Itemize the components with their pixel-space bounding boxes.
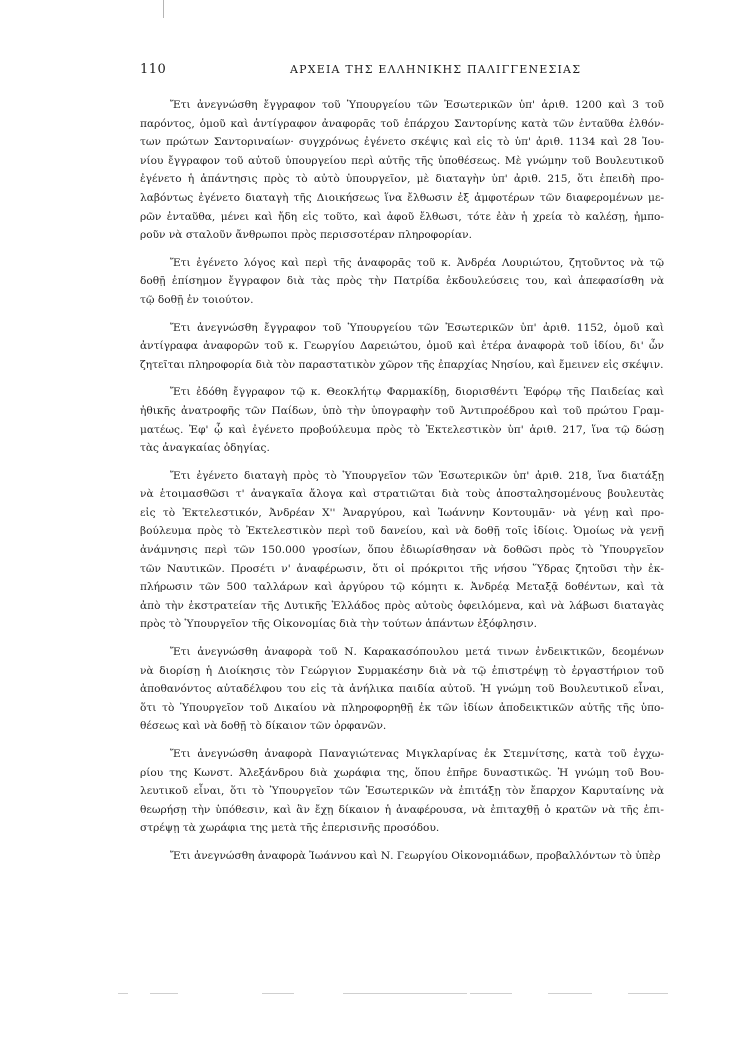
footer-rule [628,993,668,994]
text-line: ἀνάμνησις περὶ τῶν 150.000 γροσίων, ὅπου ἐδιωρίσθησαν νὰ δοθῶσι πρὸς τὸ Ὑπουργεῖον [140,544,664,557]
text-line: λευτικοῦ εἶναι, ὅτι τὸ Ὑπουργεῖον τῶν Ἐσωτερικῶν νὰ ἐπιτάξῃ τὸν ἔπαρχον Καρυταίνης νὰ [140,785,664,798]
text-line: ἀπὸ τὴν ἐκστρατείαν τῆς Δυτικῆς Ἑλλάδος πρὸς αὐτοὺς ὀφειλόμενα, καὶ νὰ λάβωσι διαταγὰς [140,599,664,612]
text-line: ἠθικῆς ἀνατροφῆς τῶν Παίδων, ὑπὸ τὴν ὑπογραφὴν τοῦ Ἀντιπροέδρου καὶ τοῦ πρώτου Γραμ- [140,404,664,417]
text-line: δοθῇ ἐπίσημον ἔγγραφον διὰ τὰς πρὸς τὴν Πατρίδα ἐκδουλεύσεις του, καὶ ἀπεφασίσθη νὰ [140,275,664,288]
paragraph [140,643,664,736]
text-line: λαβόντως ἐγένετο διαταγὴ τῆς Διοικήσεως ἵνα ἔλθωσιν ἐξ ἀμφοτέρων τῶν διαφερομένων με- [140,191,664,204]
page-number: 110 [140,62,167,77]
text-line: νίου ἔγγραφον τοῦ αὐτοῦ ὑπουργείου περὶ αὐτῆς τῆς ὑποθέσεως. Μὲ γνώμην τοῦ Βουλευτικοῦ [140,154,664,167]
running-title: ΑΡΧΕΙΑ ΤΗΣ ΕΛΛΗΝΙΚΗΣ ΠΑΛΙΓΓΕΝΕΣΙΑΣ [290,63,582,76]
footer-rule [262,993,294,994]
text-line: ὅτι τὸ Ὑπουργεῖον τοῦ Δικαίου νὰ πληροφορηθῇ ἐκ τῶν ἰδίων ἀποδεικτικῶν αὐτῆς τῆς ὑπο- [140,701,664,714]
text-line: ἐγένετο ἡ ἀπάντησις πρὸς τὸ αὐτὸ ὑπουργεῖον, μὲ διαταγὴν ὑπ' ἀριθ. 215, ὅτι ἐπειδὴ προ- [140,173,664,186]
text-line: ἀντίγραφα ἀναφορῶν τοῦ κ. Γεωργίου Δαρειώτου, ὁμοῦ καὶ ἑτέρα ἀναφορὰ τοῦ ἰδίου, δι' ὧν [140,340,664,353]
text-line: βούλευμα πρὸς τὸ Ἐκτελεστικὸν περὶ τοῦ δανείου, καὶ νὰ δοθῇ τοῖς ἰδίοις. Ὁμοίως νὰ γενῇ [140,525,664,538]
paragraph [140,847,664,866]
text-line: τῷ δοθῇ ἐν τοιούτον. [140,293,254,306]
body-text [140,96,664,866]
text-line: Ἔτι ἐγένετο λόγος καὶ περὶ τῆς ἀναφορᾶς τοῦ κ. Ἀνδρέα Λουριώτου, ζητοῦντος νὰ τῷ [170,256,664,269]
footer-rule [118,993,128,994]
text-line: ἀποθανόντος αὐταδέλφου του εἰς τὰ ἀνήλικα παιδία αὐτοῦ. Ἡ γνώμη τοῦ Βουλευτικοῦ εἶναι, [140,683,664,696]
text-line: Ἔτι ἀνεγνώσθη ἔγγραφον τοῦ Ὑπουργείου τῶν Ἐσωτερικῶν ὑπ' ἀριθ. 1200 καὶ 3 τοῦ [170,99,664,111]
footer-rule [548,993,592,994]
text-line: ζητεῖται πληροφορία διὰ τὸν παραστατικὸν χῶρον τῆς ἐπαρχίας Νησίου, καὶ ἔμεινεν εἰς σκέψιν. [140,358,664,371]
text-line: στρέψῃ τὰ χωράφια της μετὰ τῆς ἐπερισινῆς προσόδου. [140,822,440,835]
text-line: των πρώτων Σαντοριναίων· συγχρόνως ἐγένετο σκέψις καὶ εἰς τὸ ὑπ' ἀριθ. 1134 καὶ 28 Ἰου- [140,136,664,149]
paragraph [140,254,664,310]
text-line: τὰς ἀναγκαίας ὁδηγίας. [140,442,270,455]
text-line: τῶν Ναυτικῶν. Προσέτι ν' ἀναφέρωσιν, ὅτι οἱ πρόκριτοι τῆς νήσου Ὕδρας ζητοῦσι τὴν ἐκ- [140,562,664,575]
text-line: πρὸς τὸ Ὑπουργεῖον τῆς Οἰκονομίας διὰ τὴν τούτων ἁπάντων ἐξόφλησιν. [140,618,537,631]
text-line: παρόντος, ὁμοῦ καὶ ἀντίγραφον ἀναφορᾶς τοῦ ἐπάρχου Σαντορίνης κατὰ τῶν ἐνταῦθα ἐλθόν- [140,117,664,130]
text-line: ματέως. Ἐφ' ᾧ καὶ ἐγένετο προβούλευμα πρὸς τὸ Ἐκτελεστικὸν ὑπ' ἀριθ. 217, ἵνα τῷ δώσῃ [140,423,664,436]
text-line: θέσεως καὶ νὰ δοθῇ τὸ δίκαιον τῶν ὀρφανῶν. [140,720,387,733]
footer-rule [470,993,512,994]
text-line: εἰς τὸ Ἐκτελεστικόν, Ἀνδρέαν Χ'' Ἀναργύρου, καὶ Ἰωάννην Κοντουμᾶν· νὰ γένῃ καὶ προ- [140,506,664,519]
text-line: Ἔτι ἀνεγνώσθη ἀναφορὰ τοῦ Ν. Καρακασόπουλου μετά τινων ἐνδεικτικῶν, δεομένων [170,646,664,659]
text-line: πλήρωσιν τῶν 500 ταλλάρων καὶ ἀργύρου τῷ κόμητι κ. Ἀνδρέᾳ Μεταξᾷ δοθέντων, καὶ τὰ [140,581,664,594]
paragraph [140,319,664,375]
text-line: νὰ διορίσῃ ἡ Διοίκησις τὸν Γεώργιον Συρμακέσην διὰ νὰ τῷ ἐπιστρέψῃ τὸ ἐργαστήριον τοῦ [140,664,664,677]
scan-edge-mark [163,0,164,18]
footer-rule [343,993,467,994]
page-header [140,62,664,82]
text-line: ρῶν ἐνταῦθα, μένει καὶ ἤδη εἰς τοῦτο, καὶ ἀφοῦ ἔλθωσι, τότε ἐὰν ἡ χρεία τὸ καλέσῃ, ἠμπο- [140,210,664,223]
paragraph [140,745,664,838]
text-line: Ἔτι ἀνεγνώσθη ἔγγραφον τοῦ Ὑπουργείου τῶν Ἐσωτερικῶν ὑπ' ἀριθ. 1152, ὁμοῦ καὶ [170,321,664,334]
paragraph [140,383,664,457]
text-line: Ἔτι ἐδόθη ἔγγραφον τῷ κ. Θεοκλήτῳ Φαρμακίδῃ, διορισθέντι Ἐφόρῳ τῆς Παιδείας καὶ [170,386,664,399]
text-line: νὰ ἑτοιμασθῶσι τ' ἀναγκαῖα ἄλογα καὶ στρατιῶται διὰ τοὺς ἀποσταλησομένους βουλευτὰς [140,488,664,501]
footer-rule [150,993,178,994]
text-line: Ἔτι ἐγένετο διαταγὴ πρὸς τὸ Ὑπουργεῖον τῶν Ἐσωτερικῶν ὑπ' ἀριθ. 218, ἵνα διατάξῃ [170,469,664,482]
text-line: Ἔτι ἀνεγνώσθη ἀναφορὰ Ἰωάννου καὶ Ν. Γεωργίου Οἰκονομιάδων, προβαλλόντων τὸ ὑπὲρ [170,849,661,862]
paragraph [140,467,664,634]
paragraph [140,96,664,245]
text-line: ρίου της Κωνστ. Ἀλεξάνδρου διὰ χωράφια της, ὅπου ἐπῆρε δυναστικῶς. Ἡ γνώμη τοῦ Βου- [140,766,664,779]
text-line: θεωρήσῃ τὴν ὑπόθεσιν, καὶ ἂν ἔχῃ δίκαιον ἡ ἀναφέρουσα, νὰ ἐπιταχθῇ ὁ κρατῶν νὰ τῆς ἐπι- [140,803,664,816]
text-line: ροῦν νὰ σταλοῦν ἄνθρωποι πρὸς περισσοτέραν πληροφορίαν. [140,229,472,242]
text-line: Ἔτι ἀνεγνώσθη ἀναφορὰ Παναγιώτενας Μιγκλαρίνας ἐκ Στεμνίτσης, κατὰ τοῦ ἐγχω- [170,748,664,760]
